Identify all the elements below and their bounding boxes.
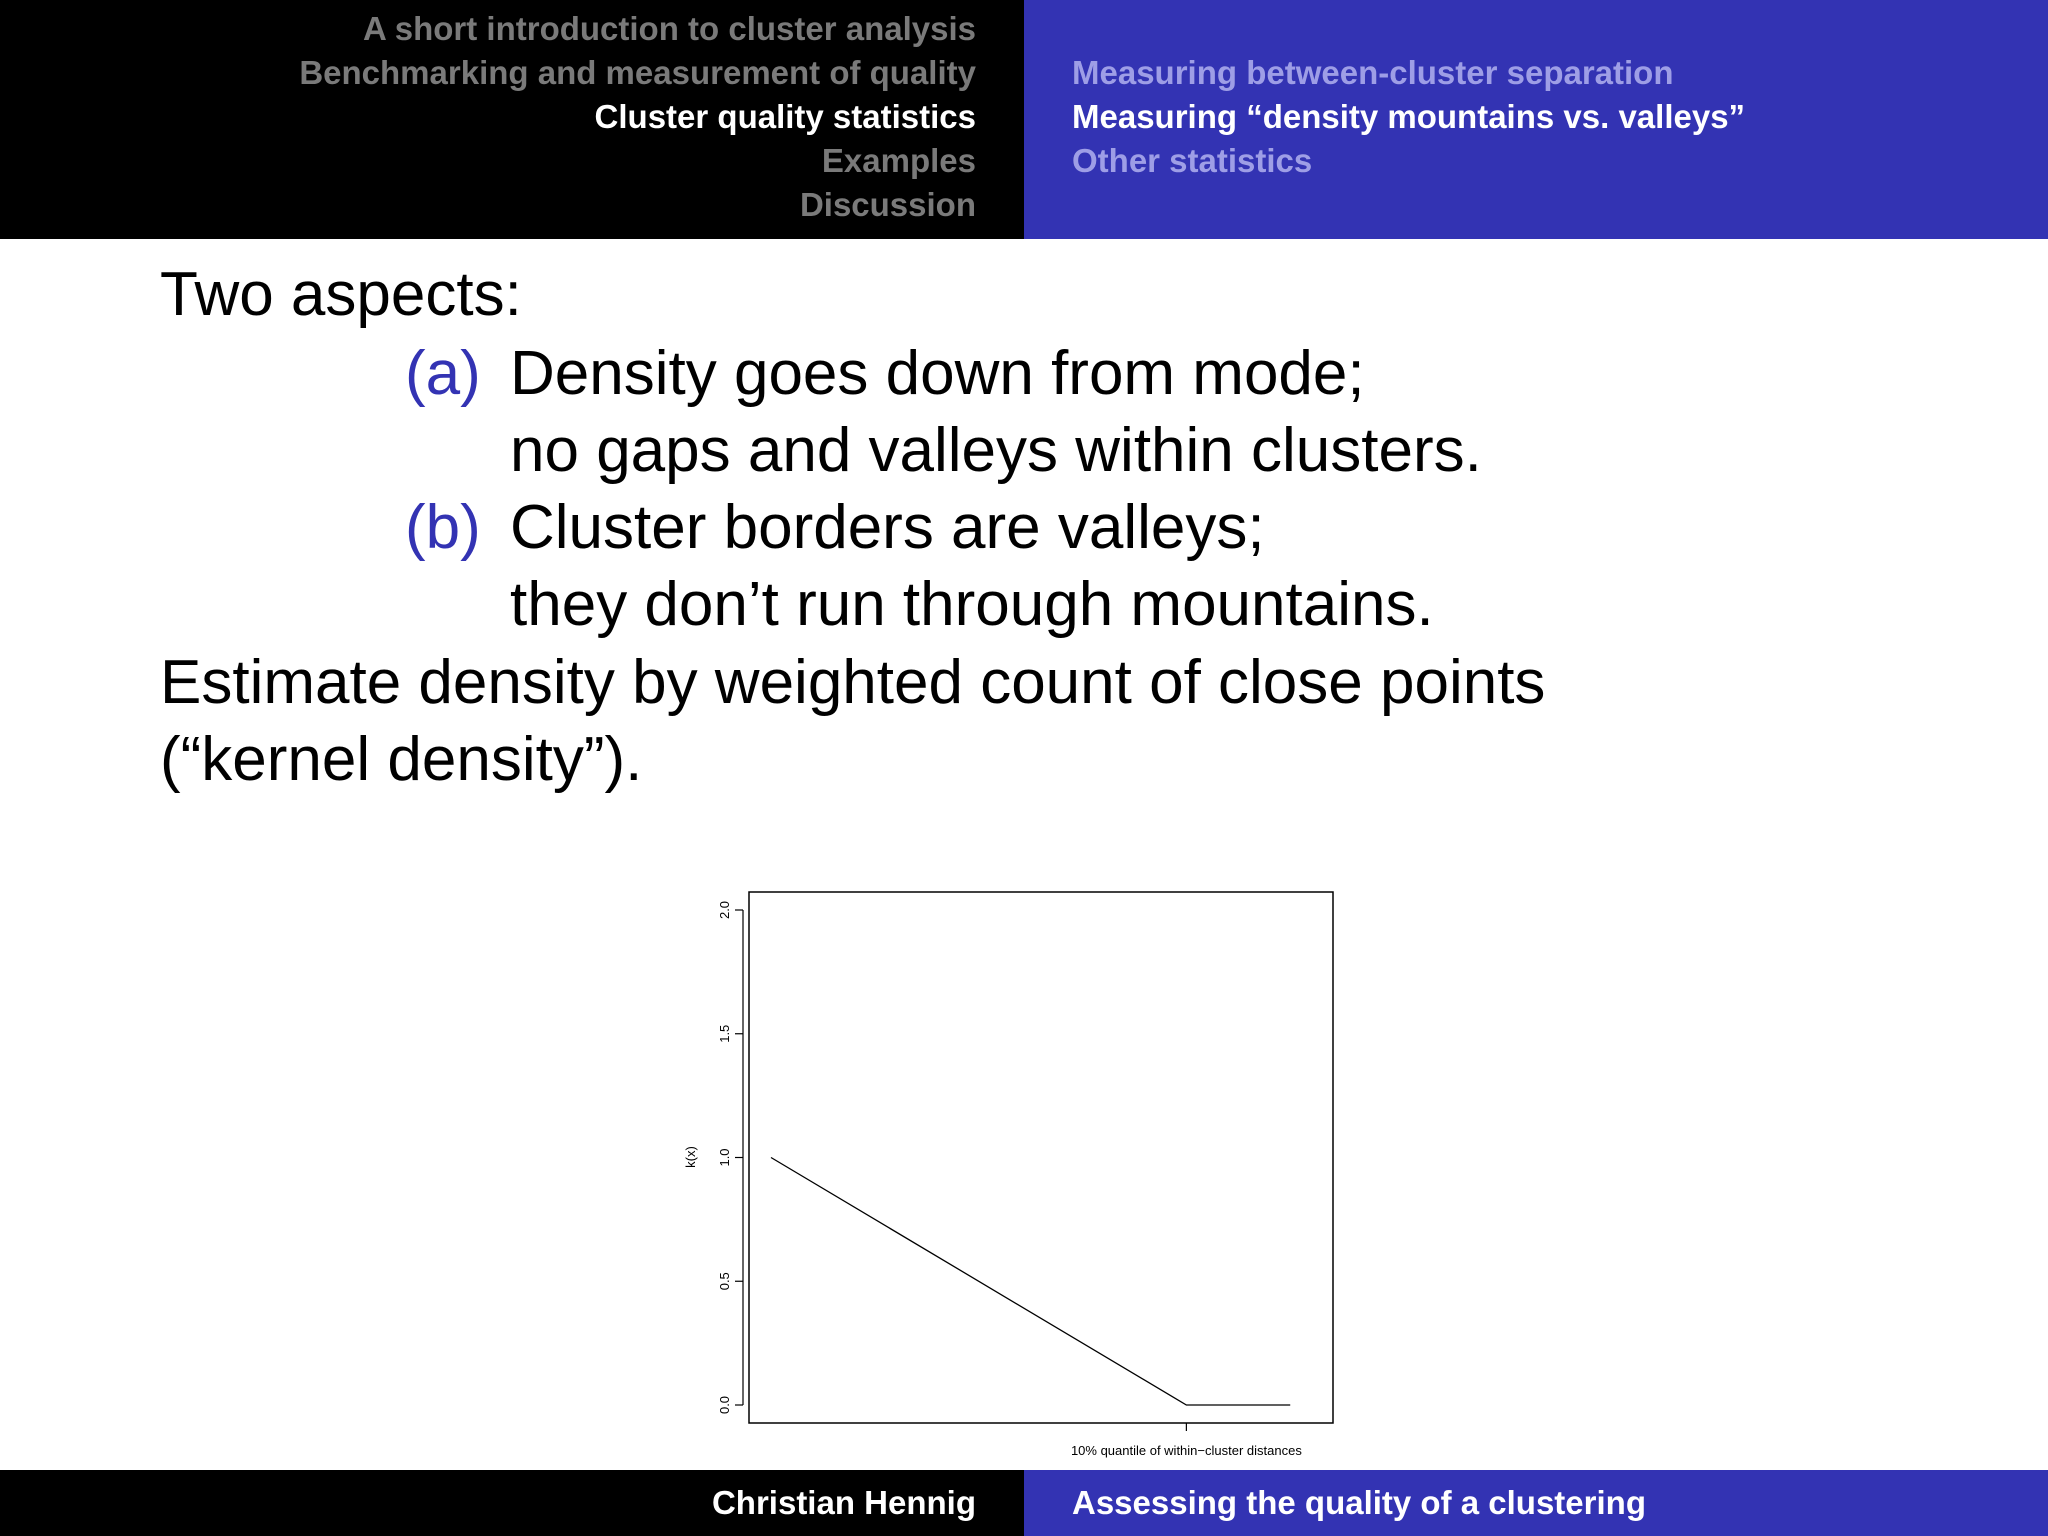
nav-section-examples[interactable]: Examples [821,142,976,179]
y-axis-label: k(x) [683,1146,698,1168]
footer-author: Christian Hennig [711,1484,976,1521]
item-b-line1: Cluster borders are valleys; [510,493,1265,562]
nav-section-intro[interactable]: A short introduction to cluster analysis [362,10,976,47]
enum-label-a: (a) [405,339,481,408]
item-a-line2: no gaps and valleys within clusters. [510,416,1482,485]
estimate-line1: Estimate density by weighted count of close points [160,648,1546,717]
footer-author-panel [0,1470,1024,1536]
y-tick-label: 1.5 [717,1024,732,1043]
enum-label-b: (b) [405,493,481,562]
item-a-line1: Density goes down from mode; [510,339,1365,408]
nav-subsection-density[interactable]: Measuring “density mountains vs. valleys” [1072,98,1746,135]
y-axis [717,901,743,1414]
item-b-line2: they don’t run through mountains. [510,570,1434,639]
nav-subsection-other[interactable]: Other statistics [1072,142,1313,179]
nav-subsection-separation[interactable]: Measuring between-cluster separation [1072,54,1674,91]
nav-section-benchmarking[interactable]: Benchmarking and measurement of quality [299,54,976,91]
nav-section-quality-statistics[interactable]: Cluster quality statistics [594,98,976,135]
footer-title: Assessing the quality of a clustering [1072,1484,1646,1521]
series-layer [771,1158,1290,1406]
y-tick-label: 0.5 [717,1272,732,1291]
y-tick-label: 1.0 [717,1148,732,1167]
footer-title-panel [1024,1470,2048,1536]
x-axis [1071,1423,1302,1458]
x-tick-label: 10% quantile of within−cluster distances [1070,1443,1302,1458]
nav-section-discussion[interactable]: Discussion [799,186,976,223]
y-tick-label: 2.0 [717,900,732,920]
y-tick-label: 0.0 [717,1395,732,1415]
estimate-line2: (“kernel density”). [160,725,643,794]
intro-text: Two aspects: [160,260,522,329]
series-line [771,1158,1290,1406]
plot-frame [749,892,1333,1423]
